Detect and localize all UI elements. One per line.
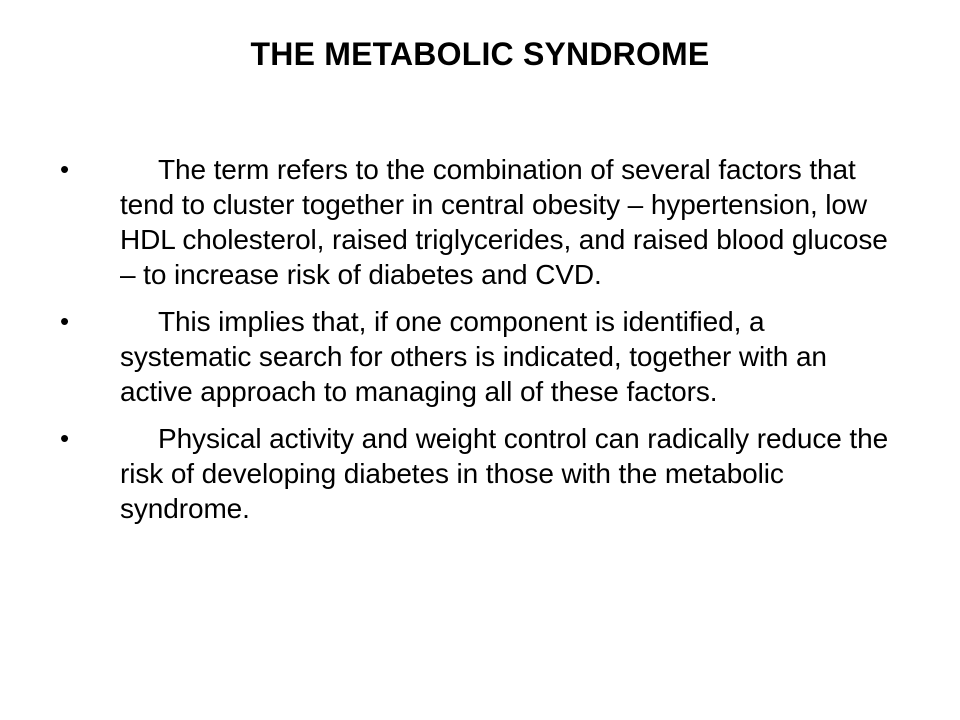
slide-title: THE METABOLIC SYNDROME xyxy=(250,36,710,72)
bullet-dot-icon: • xyxy=(60,306,70,336)
bullet-text: This implies that, if one component is identified, a systematic search for others is indicated, together with an active approach to managing all of these factors. xyxy=(120,306,827,407)
bullet-list xyxy=(0,152,960,538)
bullet-dot-icon: • xyxy=(60,423,70,453)
bullet-dot-icon: • xyxy=(60,154,70,184)
bullet-item-1 xyxy=(0,152,960,292)
bullet-item-3 xyxy=(0,421,960,526)
bullet-text: The term refers to the combination of several factors that tend to cluster together in central obesity – hypertension, low HDL cholesterol, raised triglycerides, and raised blood glucose – to increase risk of diabetes and CVD. xyxy=(120,154,888,290)
bullet-text: Physical activity and weight control can radically reduce the risk of developing diabetes in those with the metabolic syndrome. xyxy=(120,423,889,524)
bullet-item-2 xyxy=(0,304,960,409)
